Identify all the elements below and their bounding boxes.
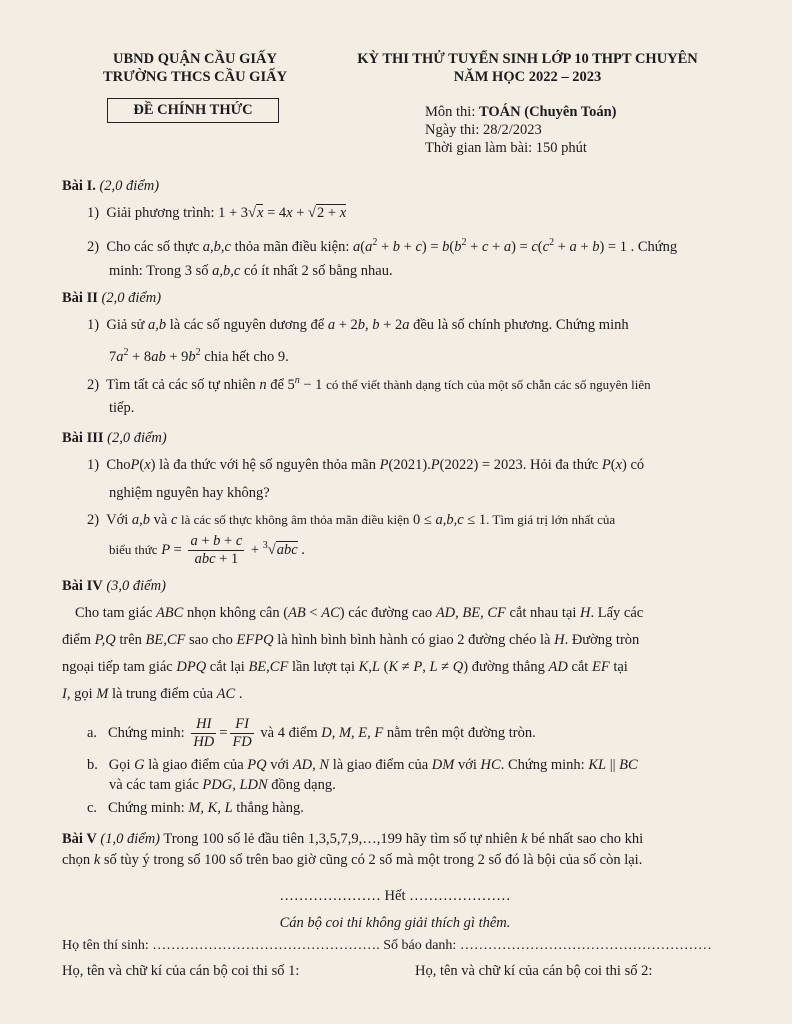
district-name: UBND QUẬN CẦU GIẤY [113, 51, 277, 67]
exam-title: KỲ THI THỬ TUYỂN SINH LỚP 10 THPT CHUYÊN [357, 51, 698, 67]
q-text: Gọi [108, 757, 131, 773]
section-5-title: Bài V [62, 831, 97, 847]
q-label: b. [87, 757, 98, 773]
proctor-2-signature: Họ, tên và chữ kí của cán bộ coi thi số 2: [415, 963, 653, 979]
section-5-line1: Bài V (1,0 điểm) Trong 100 số lẻ đầu tiên 1,3,5,7,9,…,199 hãy tìm số tự nhiên k bé nhất sao cho khi [62, 831, 644, 847]
q-text: với [457, 757, 477, 773]
p-text: nhọn không cân [186, 605, 280, 621]
p-text: tại [613, 659, 628, 675]
section-1-q1 [87, 204, 346, 222]
q-text: để [270, 376, 284, 393]
q-text: . Hỏi đa thức [522, 457, 599, 473]
p-text: các đường cao [348, 605, 433, 621]
proctor-1-signature: Họ, tên và chữ kí của cán bộ coi thi số 1: [62, 963, 300, 979]
section-3-q2: 2) Với a,b và c là các số thực không âm thỏa mãn điều kiện 0 ≤ a,b,c ≤ 1. Tìm giá trị lớn nhất của [87, 512, 616, 528]
section-1-q2 [87, 234, 677, 256]
fraction: $\frac{a + b + c}{\text{abc + 1}}$ [190, 533, 243, 567]
q-text: thỏa mãn điều kiện: [234, 238, 350, 255]
q-text: là giao điểm của [148, 757, 244, 773]
q-label: c. [87, 800, 98, 816]
q-text: và các tam giác [109, 777, 199, 793]
section-1-heading [62, 177, 159, 195]
q-text: Cho [106, 457, 131, 473]
q-text: là giao điểm của [332, 757, 429, 773]
subject-line [425, 103, 617, 121]
p-text: đường thẳng [471, 659, 545, 675]
proctor-note: Cán bộ coi thi không giải thích gì thêm. [279, 915, 511, 931]
section-4-qb: b. Gọi G là giao điểm của PQ với AD, N là giao điểm của DM với HC. Chứng minh: KL || BC [87, 757, 638, 773]
section-4-title: Bài IV [62, 578, 103, 594]
section-2-title: Bài II [62, 290, 98, 306]
q-text: có [630, 457, 645, 473]
q-text: biểu thức [109, 541, 158, 557]
q-text: . Chứng minh: [500, 757, 585, 773]
math-vars: a,b,c [202, 238, 231, 255]
p-text: cắt lại [209, 659, 245, 675]
section-3-q1: 1) ChoP(x) là đa thức với hệ số nguyên thỏa mãn P(2021).P(2022) = 2023. Hỏi đa thức P(x) có [87, 457, 645, 473]
q-text: Chứng minh: [107, 724, 185, 741]
q-text: nằm trên một đường tròn. [386, 724, 536, 741]
fraction: $\frac{HI}{HD}$ [193, 716, 215, 750]
section-2-q2: 2) Tìm tất cả các số tự nhiên n để $5^n - 1$ có thể viết thành dạng tích của một số chẵn các số nguyên liên [87, 375, 651, 393]
p-text: cắt [571, 659, 589, 675]
section-2-q2-line2: tiếp. [109, 400, 135, 416]
q-text: là các số thực không âm thỏa mãn điều kiện [181, 512, 410, 527]
subject-value: TOÁN (Chuyên Toán) [478, 104, 617, 120]
q-num: 2) [87, 512, 100, 528]
q-num: 1) [87, 205, 100, 221]
q-text: là đa thức với hệ số nguyên thỏa mãn [159, 457, 376, 473]
p-text: Cho tam giác [75, 605, 153, 621]
section-3-q2-line2: biểu thức P = $\frac{a + b + c}{\text{abc + 1}}$ + $^3$√abc . [109, 533, 305, 567]
q-num: 2) [87, 238, 100, 255]
q-text: Với [106, 512, 129, 528]
section-3-q1-line2: nghiệm nguyên hay không? [109, 485, 270, 501]
section-4-heading [62, 577, 166, 595]
p-text: . Đường tròn [564, 632, 640, 648]
q-num: 1) [87, 317, 100, 333]
q-text: Tìm tất cả các số tự nhiên [106, 376, 256, 393]
q-text: với [270, 757, 290, 773]
section-1-title: Bài I. [62, 178, 96, 194]
p-text: điểm [62, 632, 91, 648]
official-exam-box: ĐỀ CHÍNH THỨC [107, 98, 279, 123]
q-label: a. [87, 724, 98, 741]
section-4-qc: c. Chứng minh: M, K, L thẳng hàng. [87, 800, 304, 816]
p-text: , gọi [66, 686, 93, 702]
end-marker: ………………… Hết ………………… [279, 888, 511, 904]
p-text: ngoại tiếp tam giác [62, 659, 173, 675]
q-text: chia hết cho 9. [204, 348, 289, 365]
section-4-para-line3: ngoại tiếp tam giác DPQ cắt lại BE,CF lần lượt tại K,L (K ≠ P, L ≠ Q) đường thẳng AD cắt EF tại [62, 659, 628, 675]
section-2-q1: 1) Giả sử a,b là các số nguyên dương để a + 2b, b + 2a đều là số chính phương. Chứng minh [87, 317, 629, 333]
section-4-qa: a. Chứng minh: $\frac{HI}{HD}$ = $\frac{FI}{FD}$ và 4 điểm D, M, E, F nằm trên một đường tròn. [87, 716, 536, 750]
q-text: . Chứng [630, 238, 678, 255]
q-text: Chứng minh: [107, 800, 185, 816]
section-4-points: (3,0 điểm) [106, 578, 166, 594]
p-text: bé nhất sao cho khi [531, 831, 644, 847]
q-text: đồng dạng. [271, 777, 336, 793]
p-text: trên [119, 632, 142, 648]
section-4-para-line4: I, gọi M là trung điểm của AC . [62, 686, 243, 702]
exam-duration: Thời gian làm bài: 150 phút [425, 140, 587, 156]
q-text: minh: Trong 3 số [109, 263, 209, 279]
p-text: cắt nhau tại [509, 605, 577, 621]
p-text: lần lượt tại [291, 659, 355, 675]
school-name: TRƯỜNG THCS CẦU GIẤY [102, 69, 288, 85]
equation: 1 + 3√x = 4x + √2 + x [218, 205, 347, 221]
p-text: là hình bình bình hành có giao 2 đường chéo là [277, 632, 551, 648]
q-num: 2) [87, 376, 100, 393]
section-4-qb-line2: và các tam giác PDG, LDN đồng dạng. [109, 777, 336, 793]
section-2-heading [62, 289, 161, 307]
school-year: NĂM HỌC 2022 – 2023 [453, 69, 602, 85]
candidate-info-line: Họ tên thí sinh: …………………………………………. Số báo danh: ……………………………………………… [62, 938, 712, 953]
q-text: . Tìm giá trị lớn nhất của [486, 512, 616, 527]
exam-date: Ngày thi: 28/2/2023 [425, 122, 542, 138]
p-text: chọn [62, 852, 91, 868]
p-text: là trung điểm của [111, 686, 214, 702]
q-text: đều là số chính phương. Chứng minh [413, 317, 629, 333]
q-text: và 4 điểm [260, 724, 318, 741]
section-3-heading [62, 429, 167, 447]
fraction: $\frac{FI}{FD}$ [232, 716, 252, 750]
q-text: Giả sử [106, 317, 145, 333]
section-1-points: (2,0 điểm) [99, 178, 160, 194]
section-5-line2: chọn k số tùy ý trong số 100 số trên bao giờ cũng có 2 số mà một trong 2 số đó là bội của số còn lại. [62, 852, 643, 868]
section-4-para-line2: điểm P,Q trên BE,CF sao cho EFPQ là hình bình bình hành có giao 2 đường chéo là H. Đường tròn [62, 632, 640, 648]
q-text: Giải phương trình: [106, 205, 215, 221]
math-vars: a,b,c [212, 263, 241, 279]
equation: $a(a^2 + b + c) = b(b^2 + c + a) = c(c^2 + a + b) = 1$ [353, 237, 627, 255]
q-text: có ít nhất 2 số bằng nhau. [243, 263, 393, 279]
q-num: 1) [87, 457, 100, 473]
section-2-points: (2,0 điểm) [101, 290, 162, 306]
q-text: Cho các số thực [106, 238, 200, 255]
section-4-para-line1: Cho tam giác ABC nhọn không cân (AB < AC) các đường cao AD, BE, CF cắt nhau tại H. Lấy các [75, 605, 644, 621]
q-text: là các số nguyên dương để [169, 317, 325, 333]
p-text: số tùy ý trong số 100 số trên bao giờ cũng có 2 số mà một trong 2 số đó là bội của số còn lại. [103, 852, 643, 868]
subject-label: Môn thi: [425, 104, 476, 120]
q-text: có thể viết thành dạng tích của một số chẵn các số nguyên liên [326, 376, 651, 392]
q-text: và [153, 512, 168, 528]
section-3-title: Bài III [62, 430, 104, 446]
p-text: sao cho [189, 632, 233, 648]
section-2-q1-line2: $7a^2 + 8ab + 9b^2$ chia hết cho 9. [109, 347, 289, 365]
section-5-points: (1,0 điểm) [100, 831, 161, 847]
q-text: thẳng hàng. [236, 800, 304, 816]
p-text: Trong 100 số lẻ đầu tiên 1,3,5,7,9,…,199 hãy tìm số tự nhiên [163, 831, 518, 847]
p-text: . Lấy các [590, 605, 644, 621]
section-3-points: (2,0 điểm) [107, 430, 167, 446]
section-1-q2-line2 [109, 262, 393, 280]
